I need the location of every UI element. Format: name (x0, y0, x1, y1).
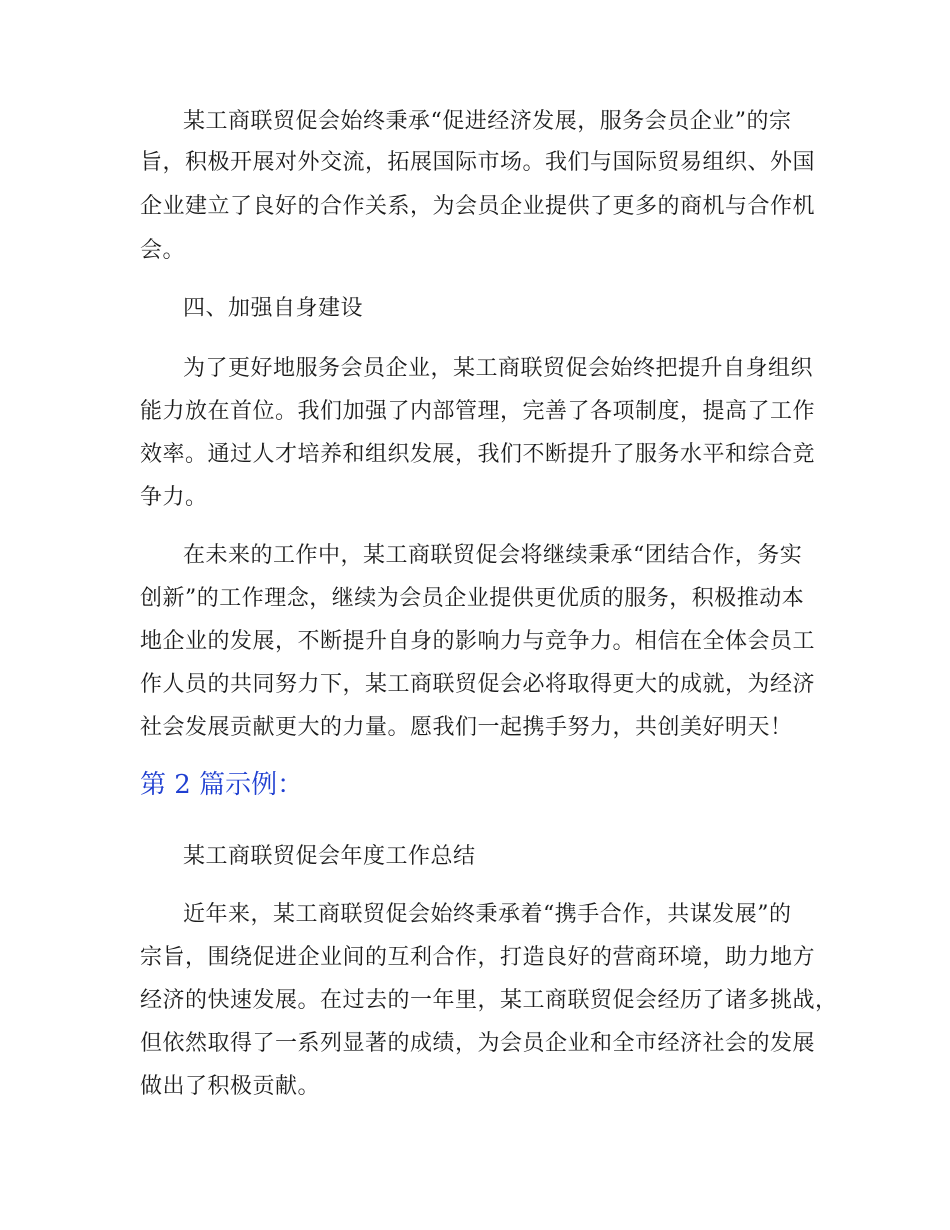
intro-paragraph-line-1: 近年来，某工商联贸促会始终秉承着“携手合作，共谋发展”的 (183, 902, 792, 927)
intro-paragraph-line-4: 但依然取得了一系列显著的成绩，为会员企业和全市经济社会的发展 (140, 1031, 816, 1056)
paragraph-1-line-3: 企业建立了良好的合作关系，为会员企业提供了更多的商机与合作机 (140, 194, 816, 219)
paragraph-3-line-4: 作人员的共同努力下，某工商联贸促会必将取得更大的成就，为经济 (140, 672, 816, 697)
paragraph-1-line-4: 会。 (140, 238, 186, 263)
paragraph-2-line-3: 效率。通过人才培养和组织发展，我们不断提升了服务水平和综合竞 (140, 442, 816, 467)
paragraph-1-line-1: 某工商联贸促会始终秉承“促进经济发展，服务会员企业”的宗 (183, 109, 792, 134)
paragraph-1-line-2: 旨，积极开展对外交流，拓展国际市场。我们与国际贸易组织、外国 (140, 150, 816, 175)
paragraph-3-line-1: 在未来的工作中，某工商联贸促会将继续秉承“团结合作，务实 (183, 543, 803, 568)
paragraph-2-line-2: 能力放在首位。我们加强了内部管理，完善了各项制度，提高了工作 (140, 399, 816, 424)
paragraph-2-line-4: 争力。 (140, 485, 208, 510)
intro-paragraph-line-2: 宗旨，围绕促进企业间的互利合作，打造良好的营商环境，助力地方 (140, 945, 816, 970)
section-heading: 第 2 篇示例： (140, 770, 304, 800)
intro-paragraph-line-5: 做出了积极贡献。 (140, 1074, 321, 1099)
section-4-heading: 四、加强自身建设 (183, 296, 364, 321)
paragraph-3-line-2: 创新”的工作理念，继续为会员企业提供更优质的服务，积极推动本 (140, 586, 805, 611)
paragraph-3-line-3: 地企业的发展，不断提升自身的影响力与竞争力。相信在全体会员工 (140, 629, 816, 654)
paragraph-3-line-5: 社会发展贡献更大的力量。愿我们一起携手努力，共创美好明天！ (140, 715, 793, 740)
intro-paragraph-line-3: 经济的快速发展。在过去的一年里，某工商联贸促会经历了诸多挑战， (140, 988, 838, 1013)
paragraph-2-line-1: 为了更好地服务会员企业，某工商联贸促会始终把提升自身组织 (183, 356, 814, 381)
article-title: 某工商联贸促会年度工作总结 (183, 844, 476, 869)
